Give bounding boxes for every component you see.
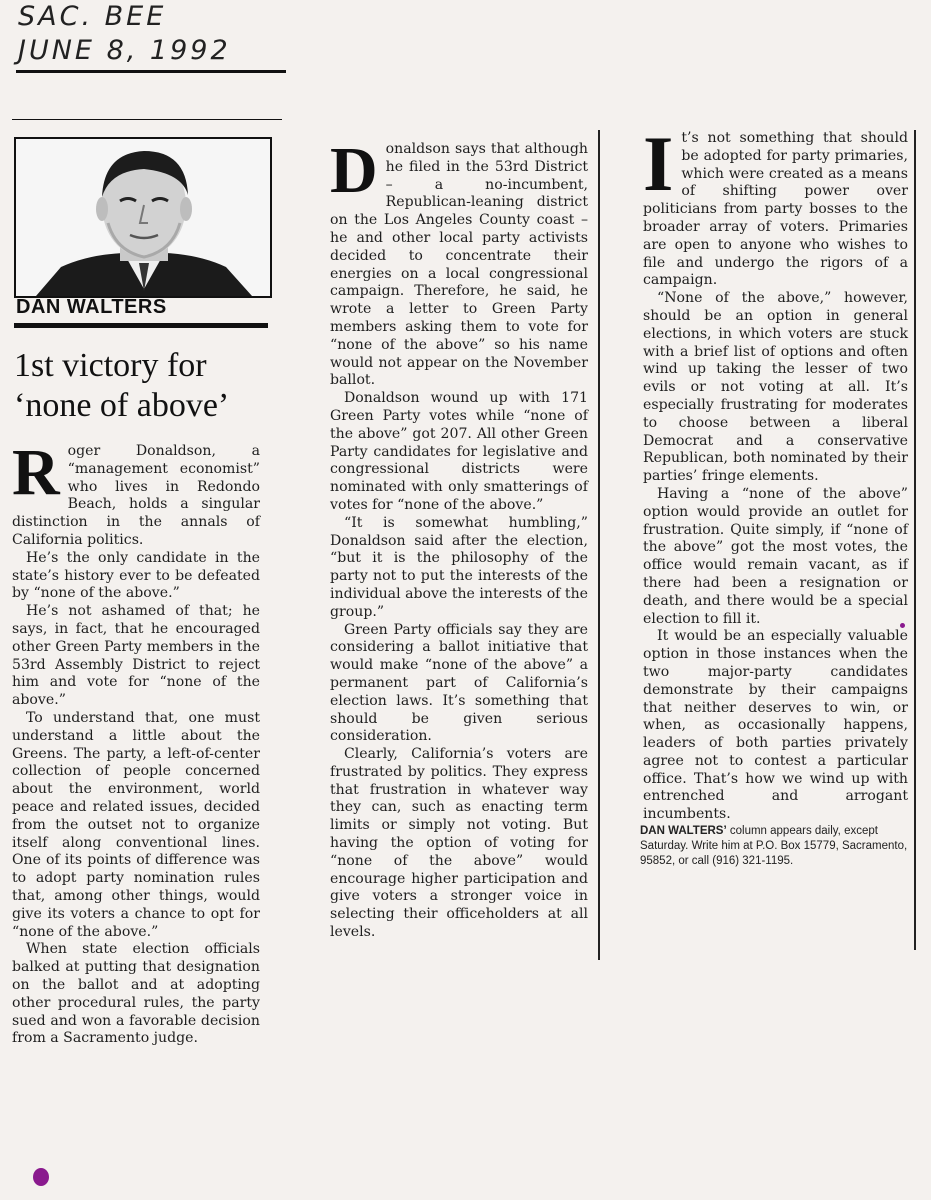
columnist-byline: DAN WALTERS xyxy=(16,296,167,318)
article-paragraph xyxy=(643,120,908,290)
paragraph-text: It would be an especially valuable option in those instances when the two major-party candidates demonstrate by their campaigns that neither deserves to win, or when, as occasionally happens, leaders of both parties privately agree not to contest a particular office. That’s how we wind up with entrenched and arrogant incumbents. xyxy=(643,628,908,823)
headline: 1st victory for ‘none of above’ xyxy=(14,347,230,424)
author-credit-text: column appears daily, except Saturday. Write him at P.O. Box 15779, Sacramento, 95852, or call (916) 321-1195. xyxy=(640,825,908,867)
drop-cap: I xyxy=(643,120,674,207)
paragraph-text: “It is somewhat humbling,” Donaldson said after the election, “but it is the philosophy of the party not to put the interests of the individual above the interests of the group.” xyxy=(330,514,588,620)
article-paragraph xyxy=(643,628,908,824)
paragraph-text: To understand that, one must understand a little about the Greens. The party, a left-of-center collection of people concerned about the environment, world peace and related issues, decided from the outset not to organize itself along conventional lines. One of its points of difference was to adopt party nomination rules that, among other things, would give its voters a chance to opt for “none of the above.” xyxy=(12,709,260,940)
author-credit xyxy=(640,824,910,869)
paragraph-text: oger Donaldson, a “management economist” who lives in Redondo Beach, holds a singular distinction in the annals of California politics. xyxy=(12,443,260,548)
paragraph-text: Green Party officials say they are considering a ballot initiative that would make “none of the above” a permanent part of California’s election laws. It’s something that should be given serious consideration. xyxy=(330,621,588,745)
paragraph-text: t’s not something that should be adopted for party primaries, which were created as a means of shifting power over politicians from party bosses to the broader array of voters. Primaries are open to anyone who wishes to file and undergo the rigors of a campaign. xyxy=(643,130,908,289)
handwritten-date: JUNE 8, 1992 xyxy=(18,35,231,66)
article-paragraph xyxy=(643,290,908,486)
paragraph-text: He’s the only candidate in the state’s history ever to be defeated by “none of the above.” xyxy=(12,549,260,602)
columnist-portrait-image xyxy=(16,139,270,296)
ink-dot-small xyxy=(900,623,905,628)
article-paragraph xyxy=(330,390,588,515)
article-paragraph xyxy=(330,622,588,747)
author-credit-name: DAN WALTERS’ xyxy=(640,825,727,837)
article-paragraph xyxy=(330,134,588,390)
handwritten-underline xyxy=(16,70,286,73)
article-paragraph xyxy=(330,515,588,622)
column-top-rule xyxy=(12,119,282,120)
article-column-3 xyxy=(643,120,908,824)
article-paragraph xyxy=(12,710,260,941)
column-divider-right xyxy=(914,130,916,950)
drop-cap: R xyxy=(12,436,60,509)
article-paragraph xyxy=(12,436,260,550)
byline-rule xyxy=(14,323,268,328)
paragraph-text: onaldson says that although he filed in the 53rd District – a no-incumbent, Republican-leaning district on the Los Angeles County coast – he and other local party activists decided to concentrate their energies on a local congressional campaign. Therefore, he said, he wrote a letter to Green Party members asking them to vote for “none of the above” so his name would not appear on the November ballot. xyxy=(330,141,588,389)
paragraph-text: Clearly, California’s voters are frustrated by politics. They express that frustration in whatever way they can, such as enacting term limits or simply not voting. But having the option of voting for “none of the above” would encourage higher participation and give voters a stronger voice in selecting their officeholders at all levels. xyxy=(330,746,588,941)
ink-dot xyxy=(33,1168,49,1186)
article-paragraph xyxy=(12,603,260,710)
paragraph-text: Donaldson wound up with 171 Green Party votes while “none of the above” got 207. All other Green Party candidates for legislative and congressional districts were nominated with only smatterings of votes for “none of the above.” xyxy=(330,390,588,513)
paragraph-text: Having a “none of the above” option would provide an outlet for frustration. Quite simply, if “none of the above” got the most votes, the office would remain vacant, as if there had been a resignation or death, and there would be a special election to fill it. xyxy=(643,485,908,627)
paragraph-text: When state election officials balked at putting that designation on the ballot and at adopting other procedural rules, the party sued and won a favorable decision from a Sacramento judge. xyxy=(12,941,260,1047)
article-column-2 xyxy=(330,134,588,942)
article-paragraph xyxy=(12,941,260,1048)
paragraph-text: He’s not ashamed of that; he says, in fact, that he encouraged other Green Party members in the 53rd Assembly District to reject him and vote for “none of the above.” xyxy=(12,603,260,709)
article-paragraph xyxy=(12,550,260,603)
paragraph-text: “None of the above,” however, should be an option in general elections, in which voters are stuck with a brief list of options and often wind up taking the lesser of two evils or not voting at all. It’s especially frustrating for moderates to choose between a liberal Democrat and a conservative Republican, both nominated by their parties’ fringe elements. xyxy=(643,290,908,485)
article-paragraph xyxy=(643,486,908,628)
handwritten-source: SAC. BEE xyxy=(18,1,167,32)
columnist-photo xyxy=(14,137,272,298)
column-divider-middle xyxy=(598,130,600,960)
article-column-1 xyxy=(12,436,260,1048)
drop-cap: D xyxy=(330,134,378,207)
article-paragraph xyxy=(330,746,588,942)
